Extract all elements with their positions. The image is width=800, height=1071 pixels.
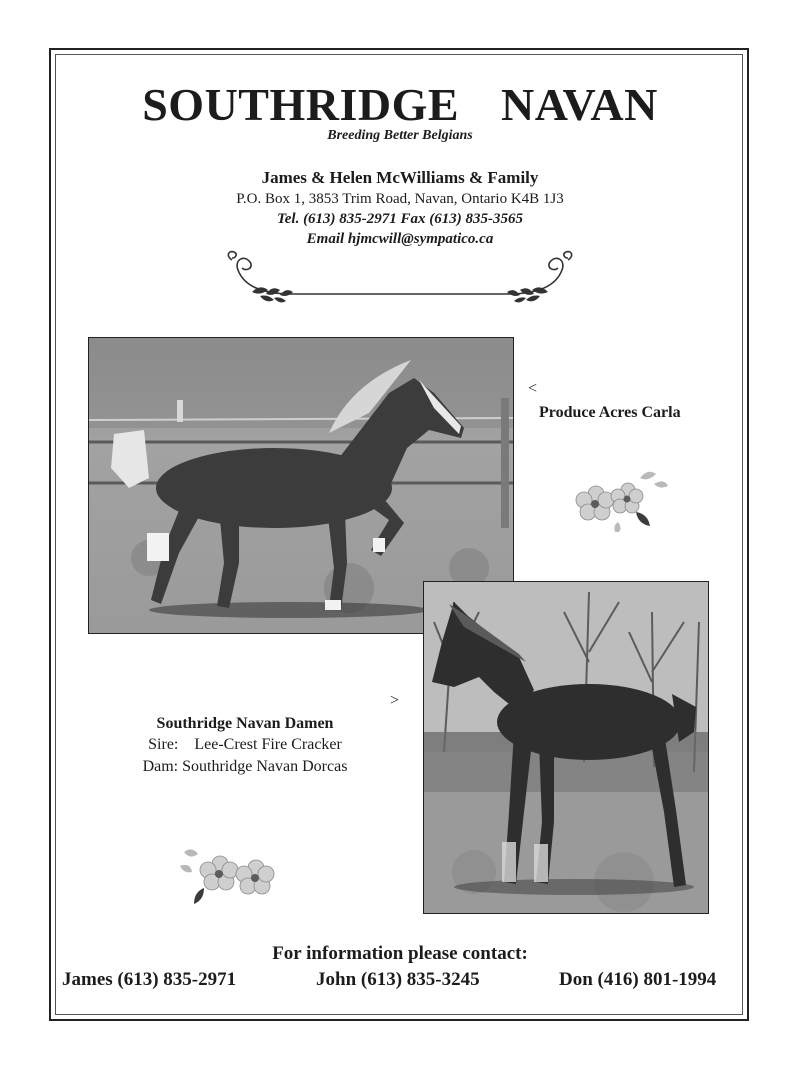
contact-john: John (613) 835-3245 — [316, 969, 480, 990]
foal-details — [100, 713, 390, 778]
leaf-vine-divider-icon — [222, 248, 578, 310]
mare-name: Produce Acres Carla — [539, 404, 681, 421]
contact-james: James (613) 835-2971 — [62, 969, 237, 990]
tagline: Breeding Better Belgians — [327, 128, 473, 143]
foal-photo — [423, 581, 709, 914]
owners-name: James & Helen McWilliams & Family — [261, 168, 539, 187]
foal-pointer: > — [390, 692, 400, 709]
foal-name: Southridge Navan Damen — [156, 715, 334, 732]
foal-sire: Sire: Lee-Crest Fire Cracker — [148, 736, 342, 753]
phone-fax: Tel. (613) 835-2971 Fax (613) 835-3565 — [276, 211, 524, 227]
contact-don: Don (416) 801-1994 — [559, 969, 717, 990]
foal-dam: Dam: Southridge Navan Dorcas — [142, 758, 348, 775]
email-address: Email hjmcwill@sympatico.ca — [306, 231, 494, 247]
mare-pointer: < — [528, 380, 538, 397]
mailing-address: P.O. Box 1, 3853 Trim Road, Navan, Ontario K4B 1J3 — [236, 191, 564, 207]
contact-heading: For information please contact: — [272, 943, 528, 964]
watercolor-flowers-icon — [176, 844, 286, 908]
farm-title: SOUTHRIDGE NAVAN — [142, 79, 658, 130]
watercolor-flowers-icon — [570, 468, 680, 532]
